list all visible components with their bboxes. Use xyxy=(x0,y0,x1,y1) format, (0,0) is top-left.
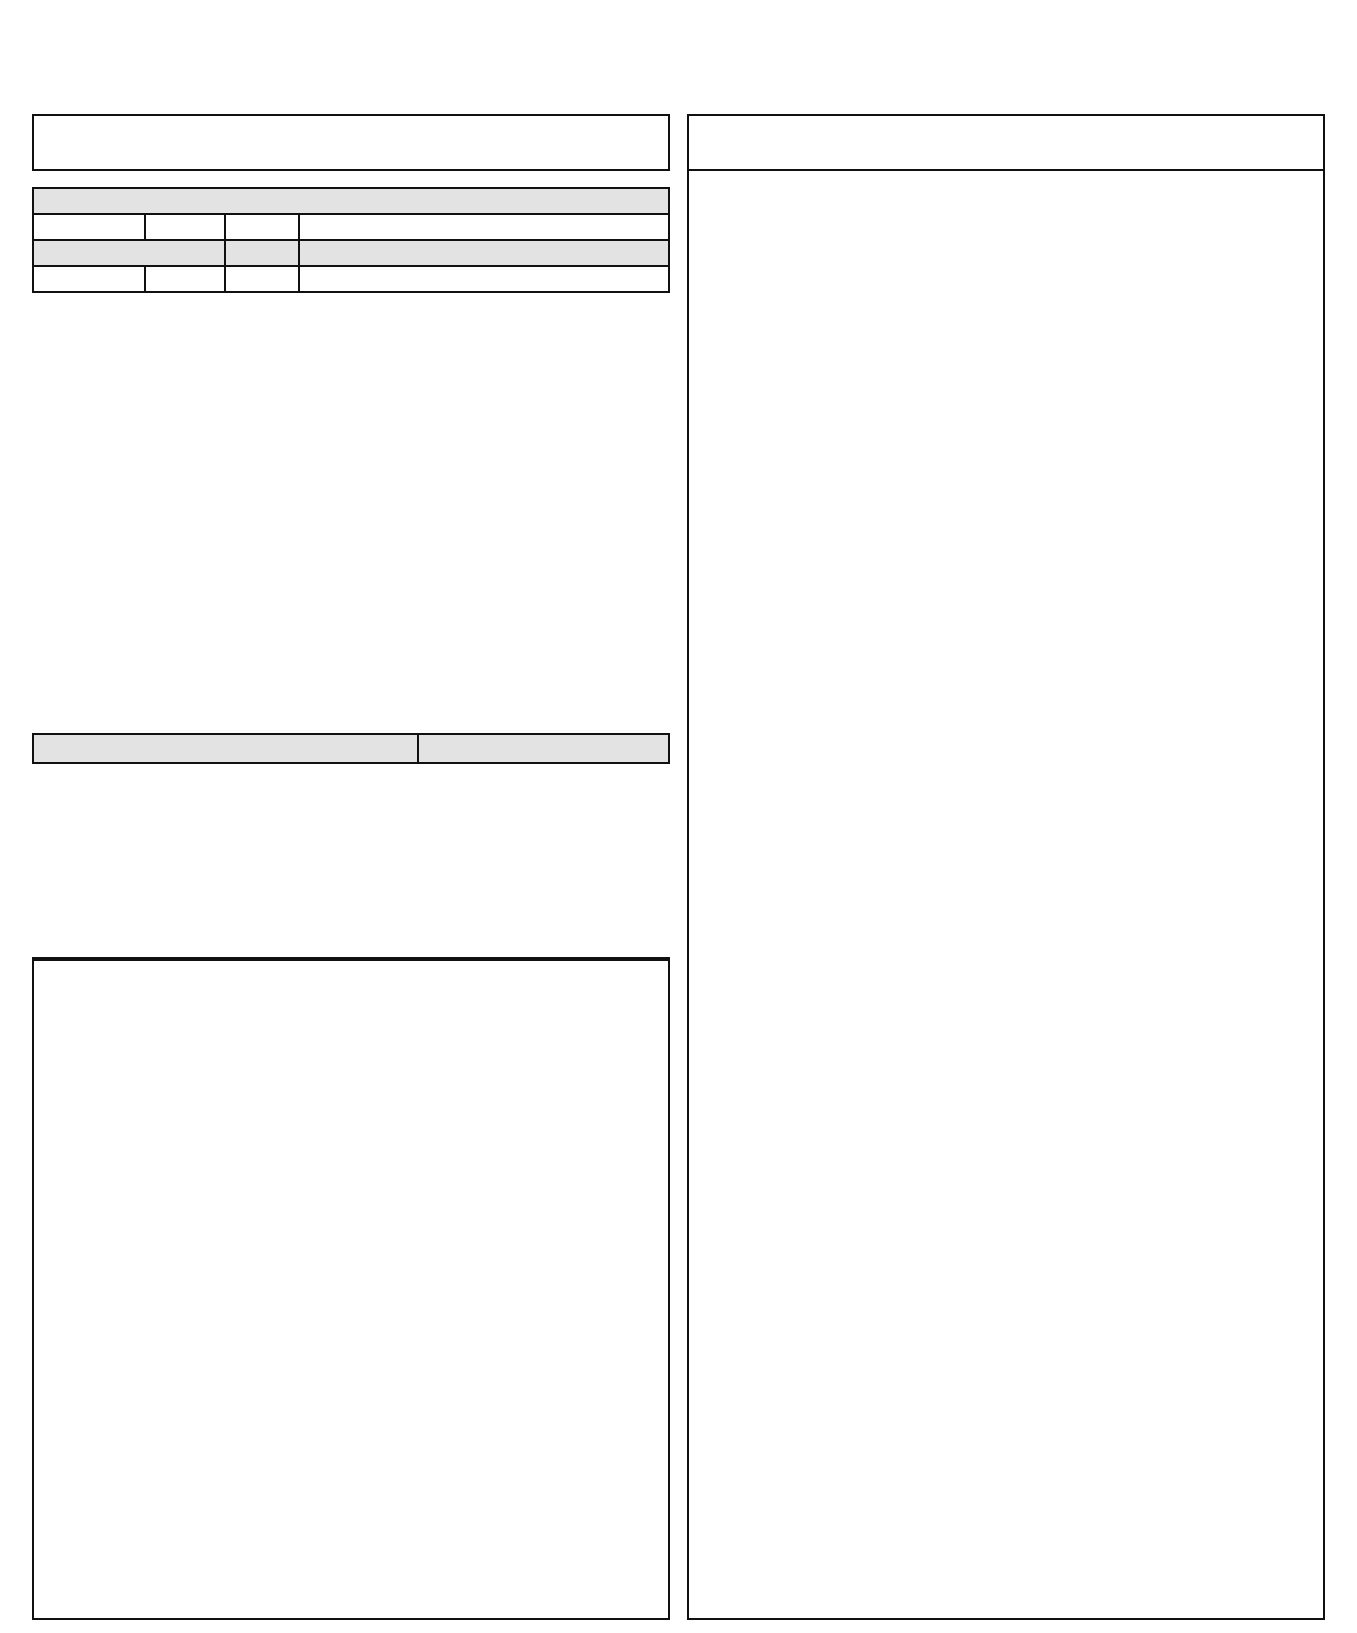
col-header-kg xyxy=(225,214,299,240)
dimensions-header-label xyxy=(33,734,418,763)
total-label xyxy=(33,240,225,266)
col-header-code xyxy=(33,214,145,240)
dimensions-header-unit xyxy=(418,734,669,763)
extra-desc xyxy=(299,266,669,292)
diagram-panel xyxy=(687,169,1325,1620)
scaffold-diagram xyxy=(689,171,1323,1618)
extra-kg xyxy=(225,266,299,292)
instructions-panel xyxy=(32,957,670,1620)
extra-qty xyxy=(145,266,225,292)
col-header-desc xyxy=(299,214,669,240)
components-panel-title xyxy=(32,114,670,171)
components-table xyxy=(32,187,670,293)
diagram-panel-title xyxy=(687,114,1325,171)
instructions-title xyxy=(34,959,668,961)
components-caption xyxy=(33,188,669,214)
col-header-qty xyxy=(145,214,225,240)
extra-code xyxy=(33,266,145,292)
total-kg xyxy=(225,240,299,266)
dimensions-table xyxy=(32,733,670,764)
